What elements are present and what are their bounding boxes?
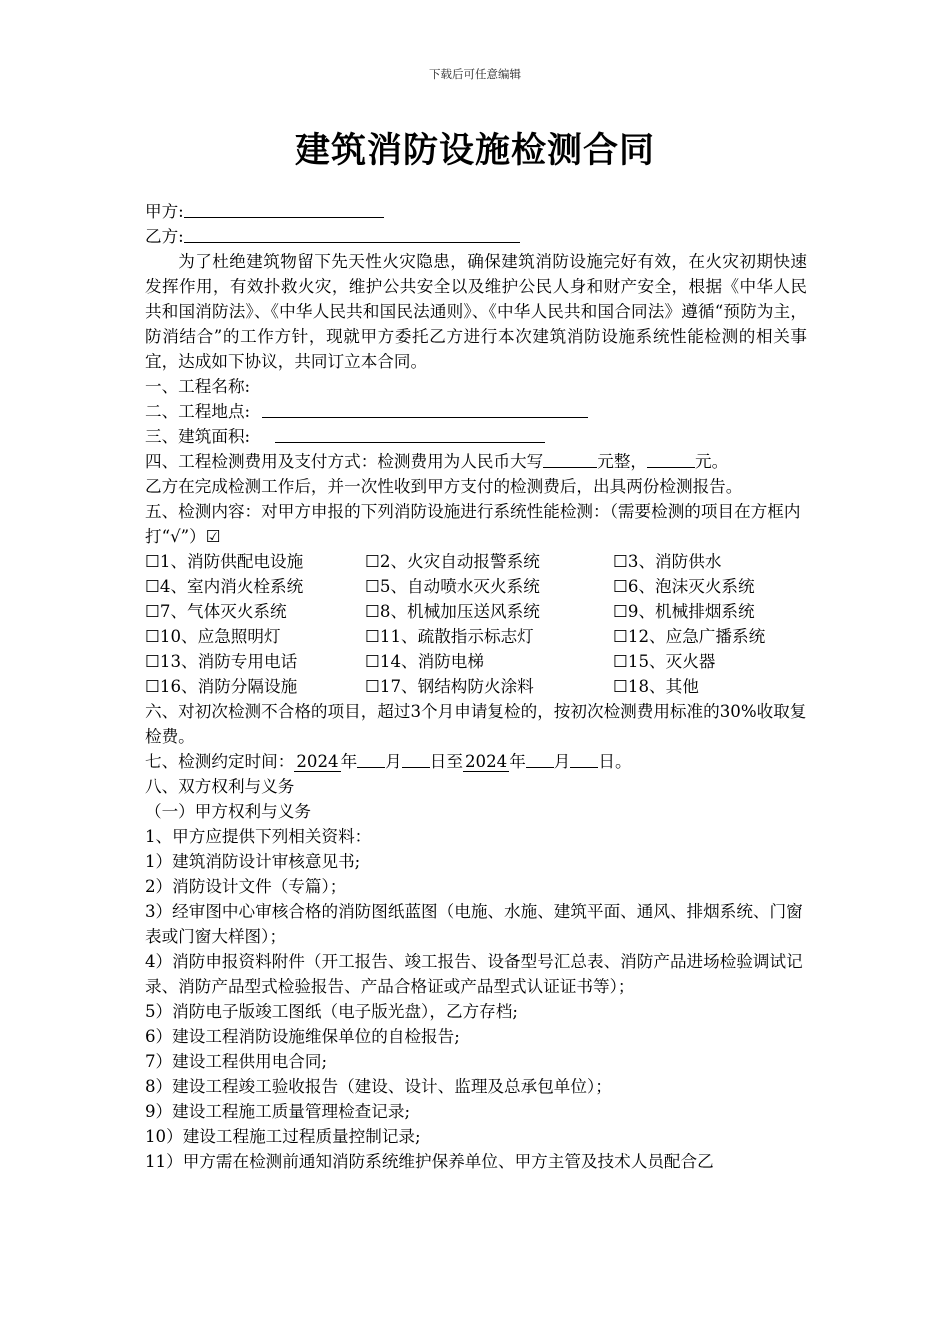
checklist-item[interactable]: ☐5、自动喷水灭火系统 [365,574,613,599]
checkbox-icon: ☐ [365,627,380,646]
building-area-label: 三、建筑面积: [145,427,251,446]
checkbox-icon: ☐ [145,577,160,596]
materials-list-item: 3）经审图中心审核合格的消防图纸蓝图（电施、水施、建筑平面、通风、排烟系统、门窗表或门窗大样图）； [145,902,803,946]
materials-list-item: 9）建设工程施工质量管理检查记录; [145,1102,411,1121]
party-a-line [145,199,807,224]
materials-intro: 1、甲方应提供下列相关资料： [145,827,372,846]
checkbox-icon: ☐ [145,627,160,646]
checked-box-icon: ☑ [205,527,221,546]
checklist-item[interactable]: ☐13、消防专用电话 [145,649,365,674]
checklist-item[interactable]: ☐1、消防供配电设施 [145,549,365,574]
checkbox-icon: ☐ [613,552,628,571]
materials-list-item: 4）消防申报资料附件（开工报告、竣工报告、设备型号汇总表、消防产品进场检验调试记录、消防产品型式检验报告、产品合格证或产品型式认证证书等）； [145,952,803,996]
checkbox-icon: ☐ [365,552,380,571]
project-location-line [145,399,807,424]
start-month-blank [357,749,385,768]
materials-list-item: 5）消防电子版竣工图纸（电子版光盘），乙方存档; [145,1002,518,1021]
inspection-content-text: 五、检测内容：对甲方申报的下列消防设施进行系统性能检测：（需要检测的项目在方框内打“√”） [145,502,801,546]
end-month-blank [526,749,554,768]
fee-unit-1: 元整， [597,452,648,471]
party-a-blank [184,199,384,218]
checkbox-icon: ☐ [613,577,628,596]
checkbox-icon: ☐ [613,677,628,696]
inspection-checklist [145,549,807,699]
fee-number-blank [647,449,695,468]
checklist-item[interactable]: ☐16、消防分隔设施 [145,674,365,699]
contract-body [145,199,807,1174]
checklist-item[interactable]: ☐7、气体灭火系统 [145,599,365,624]
checkbox-icon: ☐ [145,677,160,696]
materials-list-item: 7）建设工程供用电合同; [145,1052,328,1071]
materials-list-item: 8）建设工程竣工验收报告（建设、设计、监理及总承包单位）； [145,1077,612,1096]
project-location-label: 二、工程地点: [145,402,251,421]
fee-line [145,449,807,474]
checklist-item[interactable]: ☐14、消防电梯 [365,649,613,674]
header-note: 下载后可任意编辑 [429,67,521,81]
party-b-line [145,224,807,249]
schedule-line: 七、检测约定时间： 2024 年 月 日至 2024 年 月 日。 [145,749,807,774]
checkbox-icon: ☐ [145,602,160,621]
start-year: 2024 [296,752,339,771]
end-year: 2024 [464,752,508,771]
checklist-item[interactable]: ☐8、机械加压送风系统 [365,599,613,624]
end-day-blank [570,749,598,768]
project-location-blank [262,399,588,418]
checklist-item[interactable]: ☐15、灭火器 [613,649,807,674]
party-a-label: 甲方: [145,202,184,221]
checklist-item[interactable]: ☐9、机械排烟系统 [613,599,807,624]
building-area-blank [275,424,545,443]
checkbox-icon: ☐ [365,602,380,621]
checklist-item[interactable]: ☐2、火灾自动报警系统 [365,549,613,574]
checkbox-icon: ☐ [365,652,380,671]
checkbox-icon: ☐ [145,552,160,571]
fee-label: 四、工程检测费用及支付方式：检测费用为人民币大写 [145,452,544,471]
building-area-line [145,424,807,449]
inspection-content-line [145,499,807,549]
checklist-item[interactable]: ☐17、钢结构防火涂料 [365,674,613,699]
checklist-item[interactable]: ☐11、疏散指示标志灯 [365,624,613,649]
materials-list-item: 6）建设工程消防设施维保单位的自检报告; [145,1027,460,1046]
checkbox-icon: ☐ [365,577,380,596]
checklist-item[interactable]: ☐6、泡沫灭火系统 [613,574,807,599]
checkbox-icon: ☐ [145,652,160,671]
project-name-line [145,374,807,399]
fee-unit-2: 元。 [695,452,729,471]
materials-list-item: 2）消防设计文件（专篇）； [145,877,347,896]
materials-list-item: 10）建设工程施工过程质量控制记录; [145,1127,421,1146]
checklist-item[interactable]: ☐4、室内消火栓系统 [145,574,365,599]
rights-heading: 八、双方权利与义务 [145,777,295,796]
fee-continuation: 乙方在完成检测工作后，并一次性收到甲方支付的检测费后，出具两份检测报告。 [145,477,743,496]
reinspection-clause: 六、对初次检测不合格的项目，超过3个月申请复检的，按初次检测费用标准的30%收取复检费。 [145,702,807,746]
preamble-paragraph: 为了杜绝建筑物留下先天性火灾隐患，确保建筑消防设施完好有效，在火灾初期快速发挥作用，有效扑救火灾，维护公共安全以及维护公民人身和财产安全，根据《中华人民共和国消防法》、《中华人民共和国民法通则》、《中华人民共和国合同法》遵循“预防为主，防消结合”的工作方针，现就甲方委托乙方进行本次建筑消防设施系统性能检测的相关事宜，达成如下协议，共同订立本合同。 [145,252,807,371]
materials-list-item: 11）甲方需在检测前通知消防系统维护保养单位、甲方主管及技术人员配合乙 [145,1152,714,1171]
checkbox-icon: ☐ [613,627,628,646]
schedule-label: 七、检测约定时间： [145,752,295,771]
party-b-label: 乙方: [145,227,184,246]
party-b-blank [184,224,520,243]
checkbox-icon: ☐ [613,602,628,621]
fee-words-blank [543,449,597,468]
checklist-item[interactable]: ☐12、应急广播系统 [613,624,807,649]
start-day-blank [402,749,430,768]
checklist-item[interactable]: ☐10、应急照明灯 [145,624,365,649]
checkbox-icon: ☐ [365,677,380,696]
party-a-rights-heading: （一）甲方权利与义务 [145,802,311,821]
checklist-item[interactable]: ☐3、消防供水 [613,549,807,574]
checklist-item[interactable]: ☐18、其他 [613,674,807,699]
materials-list-item: 1）建筑消防设计审核意见书; [145,852,361,871]
contract-title: 建筑消防设施检测合同 [294,130,655,171]
checkbox-icon: ☐ [613,652,628,671]
project-name-label: 一、工程名称: [145,377,251,396]
